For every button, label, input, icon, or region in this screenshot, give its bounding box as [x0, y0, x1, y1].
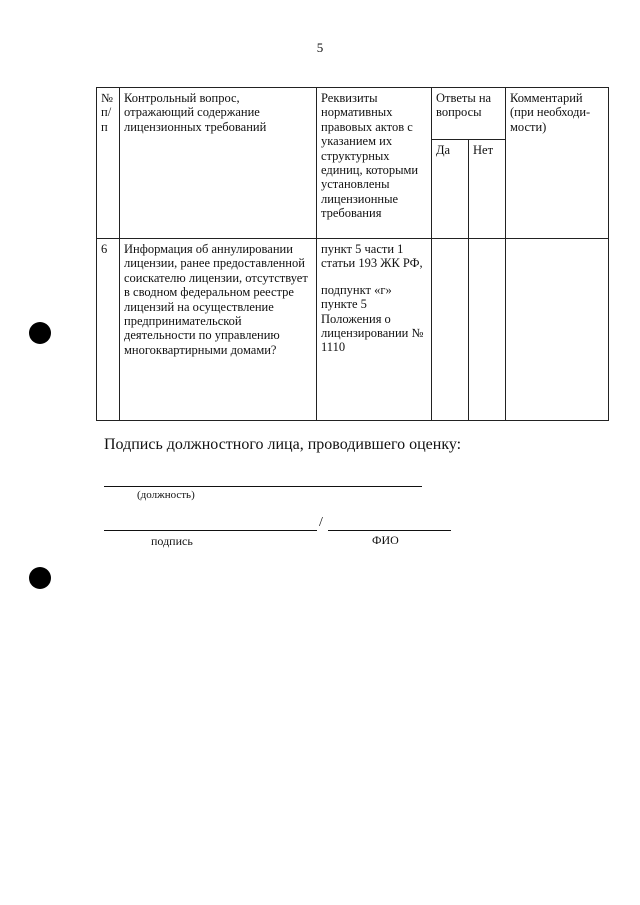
header-comment: Комментарий (при необходи-мости) — [506, 88, 609, 239]
checklist-table — [96, 87, 609, 421]
name-caption: ФИО — [372, 533, 399, 547]
row-answer-yes — [432, 239, 469, 421]
table-row — [97, 239, 609, 421]
punch-hole-mark — [29, 567, 51, 589]
signature-heading: Подпись должностного лица, проводившего оценку: — [104, 436, 462, 453]
header-answers: Ответы на вопросы — [432, 88, 506, 140]
row-requisites — [317, 239, 432, 421]
position-line — [104, 486, 422, 487]
signature-line — [104, 530, 317, 531]
header-number: № п/п — [97, 88, 120, 239]
signature-caption: подпись — [151, 534, 193, 548]
table-header-row — [97, 88, 609, 140]
separator: / — [319, 515, 323, 530]
header-yes: Да — [432, 140, 469, 239]
requisite-text: пункт 5 части 1 статьи 193 ЖК РФ, — [321, 242, 423, 271]
row-answer-no — [469, 239, 506, 421]
punch-hole-mark — [29, 322, 51, 344]
position-caption: (должность) — [137, 489, 195, 501]
row-question: Информация об аннулировании лицензии, ранее предоставленной соискателю лицензии, отсутствует в сводном федеральном реестре лицензий на осуществление предпринимательской деятельности по управлению многоквартирными домами? — [120, 239, 317, 421]
name-line — [328, 530, 451, 531]
requisite-text: подпункт «г» пункте 5 Положения о лицензировании № 1110 — [321, 282, 424, 355]
page-number: 5 — [316, 40, 324, 55]
row-comment — [506, 239, 609, 421]
header-no: Нет — [469, 140, 506, 239]
header-requisites: Реквизиты нормативных правовых актов с указанием их структурных единиц, которыми установлены лицензионные требования — [317, 88, 432, 239]
header-question: Контрольный вопрос, отражающий содержание лицензионных требований — [120, 88, 317, 239]
row-number: 6 — [97, 239, 120, 421]
